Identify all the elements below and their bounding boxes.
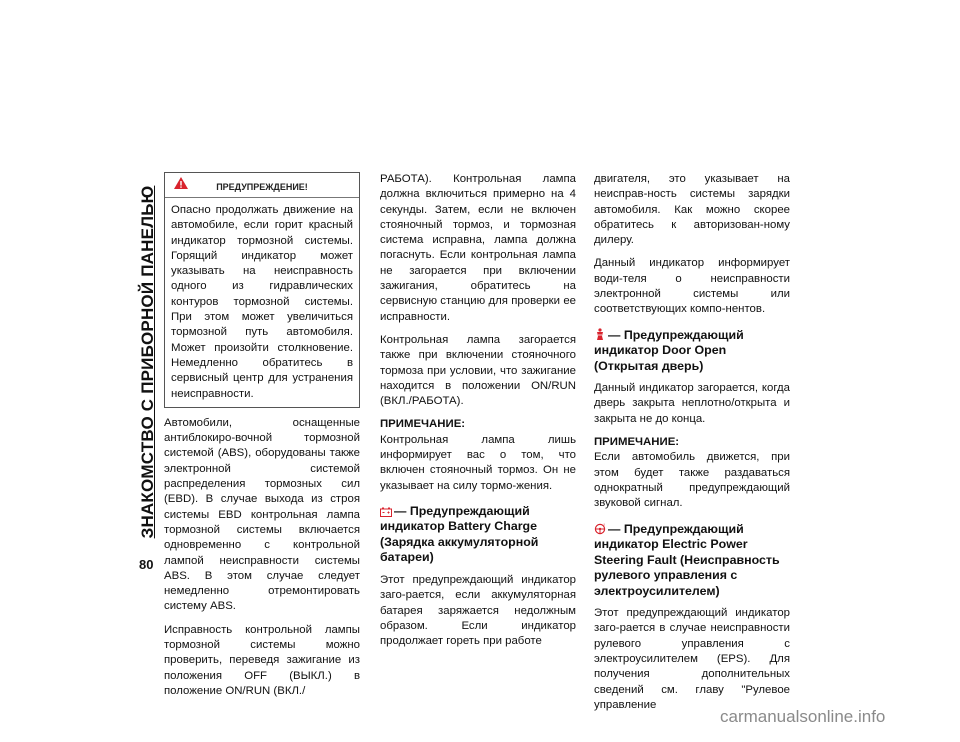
column-1 (164, 172, 360, 707)
note-text: Контрольная лампа лишь информирует вас о том, что включен стояночный тормоз. Он не указывает на силу тормо-жения. (380, 433, 576, 492)
paragraph: Этот предупреждающий индикатор заго-рается в случае неисправности рулевого управления с электроусилителем (EPS). Для получения дополнительных сведений см. главу "Рулевое управление (594, 607, 790, 711)
warning-title: ПРЕДУПРЕЖДЕНИЕ! (216, 182, 308, 192)
warning-header (165, 173, 359, 198)
battery-icon (380, 507, 392, 517)
note-heading: ПРИМЕЧАНИЕ: (380, 418, 466, 431)
svg-text:!: ! (603, 522, 605, 527)
side-chapter-title (138, 172, 158, 552)
paragraph: Исправность контрольной лампы тормозной системы можно проверить, переведя зажигание из положения OFF (ВЫКЛ.) в положение ON/RUN (ВКЛ./ (164, 623, 360, 697)
page-number: 80 (139, 557, 154, 572)
warning-box (164, 172, 360, 408)
warning-text: Опасно продолжать движение на автомобиле, если горит красный индикатор тормозной системы. Горящий индикатор может указывать на неисправность одного из гидравлических контуров тормозной системы. При этом может увеличиться тормозной путь автомобиля. Может произойти столкновение. Немедленно обратитесь в сервисный центр для устранения неисправности. (171, 204, 353, 400)
steering-wheel-icon (594, 523, 606, 535)
paragraph: Данный индикатор загорается, когда дверь закрыта неплотно/открыта и закрыта не до конца. (594, 382, 790, 425)
battery-heading-text: — Предупреждающий индикатор Battery Charge (Зарядка аккумуляторной батареи) (380, 503, 539, 565)
eps-heading-text: — Предупреждающий индикатор Electric Power Steering Fault (Неисправность рулевого управления с электроусилителем) (594, 521, 780, 598)
footer-watermark: carmanualsonline.info (720, 707, 886, 726)
paragraph: РАБОТА). Контрольная лампа должна включиться примерно на 4 секунды. Затем, если не включен стояночный тормоз, и тормозная система исправна, лампа должна погаснуть. Если контрольная лампа не загорается при включении зажигания, обратитесь на сервисную станцию для проверки ее исправности. (380, 173, 576, 323)
paragraph: Этот предупреждающий индикатор заго-рается, если аккумуляторная батарея заряжается недолжным образом. Если индикатор продолжает гореть при работе (380, 573, 576, 648)
battery-section-heading (380, 504, 576, 566)
paragraph: двигателя, это указывает на неисправ-ность системы зарядки автомобиля. Как можно скорее обратитесь к авторизован-ному дилеру. (594, 173, 790, 247)
door-open-icon (594, 328, 606, 341)
note-text: Если автомобиль движется, при этом будет также раздаваться однократный предупреждающий звуковой сигнал. (594, 451, 790, 510)
door-section-heading (594, 328, 790, 375)
column-2 (380, 172, 576, 657)
paragraph: Автомобили, оснащенные антиблокиро-вочной тормозной системой (ABS), оборудованы также электронной системой распределения тормозных сил (EBD). В случае выхода из строя системы EBD контрольная лампа тормозной системы включается одновременно с контрольной лампой неисправности системы ABS. В этом случае следует немедленно отремонтировать систему ABS. (164, 416, 360, 613)
note-heading: ПРИМЕЧАНИЕ: (594, 436, 680, 449)
paragraph: Контрольная лампа загорается также при включении стояночного тормоза при условии, что зажигание находится в положении ON/RUN (ВКЛ./РАБОТА). (380, 333, 576, 408)
door-heading-text: — Предупреждающий индикатор Door Open (Открытая дверь) (594, 327, 744, 373)
column-3 (594, 172, 790, 721)
paragraph: Данный индикатор информирует води-теля о неисправности электронной системы или соответствующих компо-нентов. (594, 257, 790, 316)
eps-section-heading (594, 522, 790, 600)
chapter-title-text: ЗНАКОМСТВО С ПРИБОРНОЙ ПАНЕЛЬЮ (138, 185, 157, 539)
